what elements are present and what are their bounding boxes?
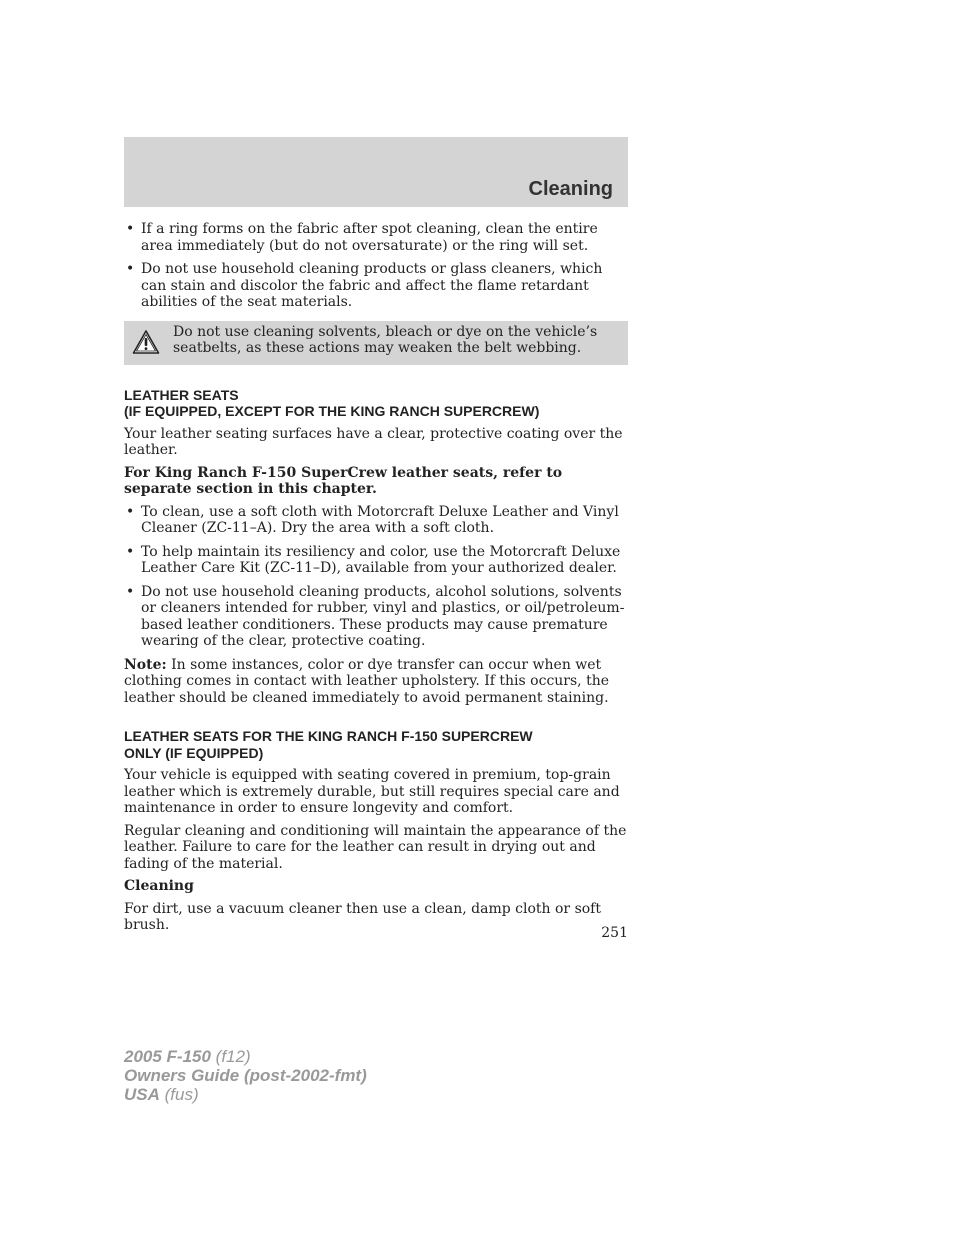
- list-item: • To clean, use a soft cloth with Motorcraft Deluxe Leather and Vinyl Cleaner (ZC-11–A). Dry the area with a soft cloth.: [124, 504, 628, 537]
- king-ranch-para-1: Your vehicle is equipped with seating covered in premium, top-grain leather which is extremely durable, but still requires special care and maintenance in order to ensure longevity and comfort.: [124, 767, 620, 816]
- page-number: 251: [601, 925, 628, 941]
- warning-text: Do not use cleaning solvents, bleach or dye on the vehicle’s seatbelts, as these actions may weaken the belt webbing.: [173, 323, 598, 356]
- section-header-band: [124, 137, 628, 207]
- footer-code: (f12): [210, 1047, 251, 1066]
- note-text: In some instances, color or dye transfer can occur when wet clothing comes in contact with leather upholstery. If this occurs, the leather should be cleaned immediately to avoid permanent staining.: [124, 656, 610, 706]
- footer-model: 2005 F-150: [124, 1047, 211, 1066]
- heading-line: (IF EQUIPPED, EXCEPT FOR THE KING RANCH SUPERCREW): [124, 403, 540, 419]
- footer-market: USA: [124, 1085, 160, 1104]
- leather-note: [124, 657, 628, 707]
- leather-seats-heading: [124, 387, 628, 420]
- footer-line: [124, 1066, 367, 1085]
- footer-market-code: (fus): [159, 1085, 199, 1104]
- heading-line: ONLY (IF EQUIPPED): [124, 744, 264, 761]
- note-label: Note:: [124, 656, 167, 673]
- list-item: • To help maintain its resiliency and color, use the Motorcraft Deluxe Leather Care Kit (ZC-11–D), available from your authorized dealer.: [124, 544, 628, 577]
- heading-line: LEATHER SEATS: [124, 386, 239, 403]
- footer-guide: Owners Guide (post-2002-fmt): [124, 1066, 367, 1085]
- leather-care-list: [124, 504, 628, 650]
- section-title: Cleaning: [528, 178, 613, 200]
- footer-line: [124, 1047, 367, 1066]
- heading-line: LEATHER SEATS FOR THE KING RANCH F-150 SUPERCREW: [124, 728, 533, 744]
- cleaning-subheading: Cleaning: [124, 878, 194, 894]
- warning-box: [124, 321, 628, 365]
- king-ranch-para-3: For dirt, use a vacuum cleaner then use a clean, damp cloth or soft brush.: [124, 900, 601, 933]
- leather-intro: Your leather seating surfaces have a clear, protective coating over the leather.: [124, 425, 623, 458]
- list-item: • Do not use household cleaning products or glass cleaners, which can stain and discolor the fabric and affect the flame retardant abilities of the seat materials.: [124, 261, 628, 311]
- document-footer: [124, 1047, 367, 1104]
- king-ranch-reference: For King Ranch F-150 SuperCrew leather seats, refer to separate section in this chapter.: [124, 464, 563, 497]
- king-ranch-para-2: Regular cleaning and conditioning will maintain the appearance of the leather. Failure to care for the leather can result in drying out and fading of the material.: [124, 822, 627, 872]
- king-ranch-heading: [124, 728, 628, 761]
- list-item: • Do not use household cleaning products, alcohol solutions, solvents or cleaners intended for rubber, vinyl and plastics, or oil/petroleum-based leather conditioners. These products may cause premature wearing of the clear, protective coating.: [124, 584, 628, 650]
- fabric-cleaning-list: [124, 221, 628, 311]
- footer-line: [124, 1085, 367, 1104]
- list-item: • If a ring forms on the fabric after spot cleaning, clean the entire area immediately (but do not oversaturate) or the ring will set.: [124, 221, 628, 254]
- warning-triangle-icon: [132, 329, 160, 355]
- page-content: [124, 221, 628, 940]
